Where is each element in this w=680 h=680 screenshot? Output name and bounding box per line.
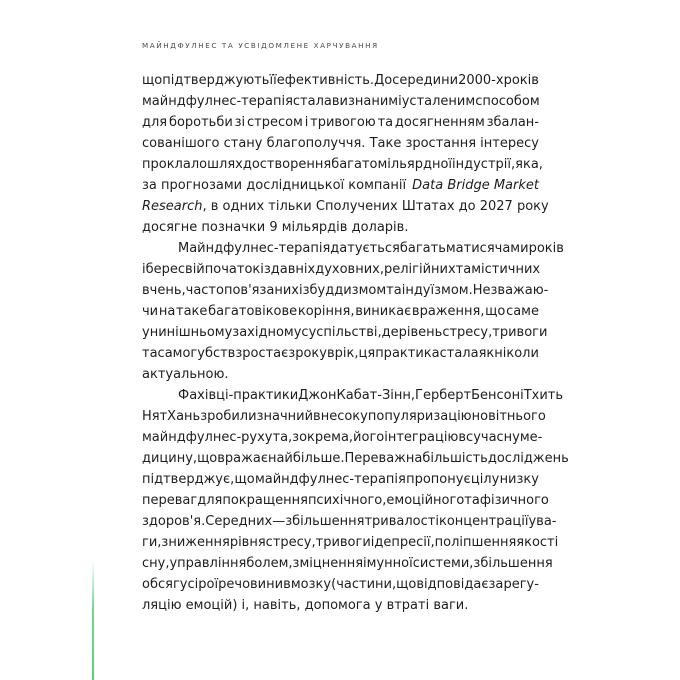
body-text	[142, 70, 569, 616]
text-line	[142, 553, 553, 574]
word: депресії,	[374, 535, 435, 550]
word: майндфулнес-терапія	[142, 94, 293, 109]
word: Серед	[205, 514, 248, 529]
word: збільшення	[473, 556, 553, 571]
word: зробили	[200, 409, 257, 424]
word: благополуччя.	[266, 136, 366, 151]
text-line: ляцію емоцій) і, навіть, допомога у втраті ваги.	[142, 598, 469, 613]
text-line	[142, 91, 539, 112]
word: вражає	[217, 451, 268, 466]
text-line	[142, 574, 539, 595]
word: сованішого	[142, 136, 220, 151]
word: ува-	[528, 514, 557, 529]
word: стану	[223, 136, 263, 151]
paragraph-2	[142, 238, 564, 385]
word: в	[458, 430, 467, 445]
word: індуїзмом.	[401, 283, 473, 298]
text-line	[142, 448, 569, 469]
word: багатомільярдної	[331, 157, 453, 172]
word: та	[377, 115, 394, 130]
text-line	[142, 112, 539, 133]
word: Кабат-Зінн,	[336, 388, 416, 403]
word: з	[288, 346, 296, 361]
word: сну,	[142, 556, 170, 571]
word: її	[269, 73, 277, 88]
text-line	[142, 322, 548, 343]
italic-company-name-cont: Research	[142, 199, 203, 214]
word: зі	[234, 115, 246, 130]
word: давніх	[270, 262, 316, 277]
word: і	[520, 388, 524, 403]
word: яка,	[515, 157, 543, 172]
word: болем,	[246, 556, 293, 571]
word: сучасну	[466, 430, 520, 445]
word: виникає	[355, 304, 412, 319]
word: ефективність.	[276, 73, 375, 88]
word: речовини	[218, 577, 284, 592]
word: тривоги	[492, 325, 548, 340]
word: фізичного	[479, 493, 549, 508]
word: обсягу	[142, 577, 188, 592]
word: емоційного	[386, 493, 465, 508]
word: збільшення	[285, 514, 365, 529]
word: значний	[256, 409, 314, 424]
word: шлях	[207, 157, 243, 172]
text-line	[142, 490, 549, 511]
word: середини	[392, 73, 459, 88]
word: регу-	[503, 577, 539, 592]
text-segment: , в одних тільки Сполучених Штатах до 2027 року	[202, 199, 549, 214]
word: що	[396, 577, 417, 592]
word: досліджень	[487, 451, 569, 466]
word: духовних,	[315, 262, 384, 277]
word: що	[142, 73, 163, 88]
word: стресу,	[442, 325, 493, 340]
word: багатовікове	[208, 304, 298, 319]
word: Майндфулнес-терапія	[178, 241, 331, 256]
word: свій	[177, 262, 205, 277]
text-line: актуальною.	[142, 367, 229, 382]
word: зростає	[235, 346, 289, 361]
word: Незважаю-	[472, 283, 549, 298]
word: сірої	[187, 577, 219, 592]
word: —	[272, 514, 286, 529]
word: системи,	[412, 556, 474, 571]
word: тисячами	[463, 241, 529, 256]
word: зниження	[161, 535, 230, 550]
italic-company-name: Data Bridge Market	[412, 178, 539, 193]
word: стала	[292, 94, 332, 109]
word: тривалості	[364, 514, 439, 529]
word: де	[381, 325, 399, 340]
word: зміцнення	[292, 556, 364, 571]
word: Герберт	[415, 388, 472, 403]
word: і	[370, 535, 375, 550]
word: в	[283, 577, 291, 592]
text-segment: за прогнозами дослідницької компанії	[142, 178, 411, 193]
text-line	[142, 259, 539, 280]
word: практика	[375, 346, 440, 361]
word: популяризацію	[367, 409, 472, 424]
word: проклало	[142, 157, 208, 172]
word: часто	[185, 283, 224, 298]
word: до	[242, 157, 260, 172]
word: року	[295, 346, 327, 361]
word: для	[197, 493, 223, 508]
text-line	[142, 175, 539, 196]
word: Хань	[167, 409, 201, 424]
word: релігійних	[383, 262, 456, 277]
word: зростання	[405, 136, 477, 151]
word: нинішньому	[149, 325, 233, 340]
text-line	[142, 196, 549, 217]
word: рівня	[229, 535, 266, 550]
word: новітнього	[471, 409, 546, 424]
word: стресом	[246, 115, 303, 130]
word: ця	[358, 346, 376, 361]
word: саме	[506, 304, 539, 319]
word: датується	[330, 241, 400, 256]
text-line	[142, 406, 546, 427]
word: містичних	[471, 262, 541, 277]
word: майндфулнес-терапія	[254, 472, 406, 487]
word: створення	[259, 157, 332, 172]
word: для	[142, 115, 168, 130]
word: ме-	[519, 430, 543, 445]
text-line	[142, 133, 539, 154]
word: у	[360, 409, 368, 424]
word: і	[398, 94, 402, 109]
word: та	[464, 493, 480, 508]
word: бере	[145, 262, 178, 277]
word: тривогою	[310, 115, 376, 130]
word: західному	[232, 325, 302, 340]
word: 2000-х	[458, 73, 504, 88]
word: концентрації	[438, 514, 529, 529]
text-line	[142, 385, 564, 406]
paragraph-3	[142, 385, 569, 616]
word: До	[374, 73, 393, 88]
word: інтересу	[480, 136, 539, 151]
word: Переважна	[344, 451, 423, 466]
word: що	[197, 451, 218, 466]
word: більшість	[422, 451, 488, 466]
word: самогубств	[157, 346, 236, 361]
word: суспільстві,	[301, 325, 382, 340]
word: майндфулнес-руху	[142, 430, 273, 445]
word: боротьби	[168, 115, 233, 130]
word: внесок	[313, 409, 361, 424]
text-line	[142, 532, 559, 553]
word: коріння,	[297, 304, 355, 319]
word: здоров'я.	[142, 514, 206, 529]
word: і	[304, 115, 309, 130]
text-line	[142, 301, 539, 322]
text-line	[142, 343, 539, 364]
word: що	[485, 304, 506, 319]
word: підтверджують	[162, 73, 270, 88]
accent-line	[92, 560, 94, 680]
word: що	[234, 472, 255, 487]
word: Фахівці-практики	[178, 388, 299, 403]
word: рік,	[334, 346, 359, 361]
word: якості	[516, 535, 559, 550]
word: дицину,	[142, 451, 198, 466]
word: мозку	[290, 577, 332, 592]
word: пропонує	[406, 472, 471, 487]
word: відповідає	[416, 577, 489, 592]
text-line	[142, 70, 539, 91]
word: імунної	[363, 556, 413, 571]
word: із	[299, 283, 310, 298]
word: початок	[204, 262, 261, 277]
word: досягненням	[394, 115, 485, 130]
word: Тхить	[523, 388, 564, 403]
word: і	[142, 262, 146, 277]
word: за	[488, 577, 504, 592]
text-line	[142, 154, 543, 175]
word: стресу,	[265, 535, 316, 550]
word: та	[142, 346, 158, 361]
word: психічного,	[307, 493, 387, 508]
word: низку	[499, 472, 539, 487]
word: (частини,	[331, 577, 397, 592]
word: у	[142, 325, 150, 340]
word: поліпшення	[434, 535, 517, 550]
word: усталеним	[401, 94, 476, 109]
word: Таке	[369, 136, 402, 151]
word: як	[478, 346, 495, 361]
text-line	[142, 280, 549, 301]
text-line	[142, 238, 564, 259]
word: в	[326, 346, 335, 361]
running-head: МАЙНДФУЛНЕС ТА УСВІДОМЛЕНЕ ХАРЧУВАННЯ	[142, 41, 379, 50]
word: стала	[439, 346, 479, 361]
word: зокрема,	[292, 430, 354, 445]
word: та	[386, 283, 402, 298]
word: підтверджує,	[142, 472, 235, 487]
word: із	[260, 262, 271, 277]
word: враження,	[411, 304, 485, 319]
word: рівень	[398, 325, 443, 340]
word: інтеграцію	[384, 430, 459, 445]
word: на	[158, 304, 176, 319]
word: тривоги	[315, 535, 371, 550]
text-line	[142, 469, 539, 490]
text-line	[142, 427, 543, 448]
word: пов'язаних	[223, 283, 299, 298]
word: та,	[272, 430, 293, 445]
word: вчень,	[142, 283, 186, 298]
word: покращення	[222, 493, 308, 508]
word: переваг	[142, 493, 198, 508]
word: чи	[142, 304, 159, 319]
word: років	[528, 241, 564, 256]
word: Нят	[142, 409, 168, 424]
word: збалан-	[486, 115, 539, 130]
text-line	[142, 511, 557, 532]
word: таке	[176, 304, 208, 319]
word: ніколи	[494, 346, 539, 361]
word: управління	[169, 556, 247, 571]
text-line: досягне позначки 9 мільярдів доларів.	[142, 220, 409, 235]
word: років	[503, 73, 539, 88]
word: визнаним	[331, 94, 399, 109]
word: багатьма	[399, 241, 464, 256]
word: його	[353, 430, 385, 445]
word: способом	[475, 94, 540, 109]
word: найбільше.	[267, 451, 345, 466]
word: Бенсон	[471, 388, 521, 403]
word: ги,	[142, 535, 162, 550]
paragraph-1	[142, 70, 549, 238]
word: індустрії,	[452, 157, 516, 172]
word: цілу	[470, 472, 500, 487]
word: буддизмом	[309, 283, 387, 298]
word: Джон	[298, 388, 337, 403]
word: них	[247, 514, 273, 529]
word: та	[455, 262, 472, 277]
